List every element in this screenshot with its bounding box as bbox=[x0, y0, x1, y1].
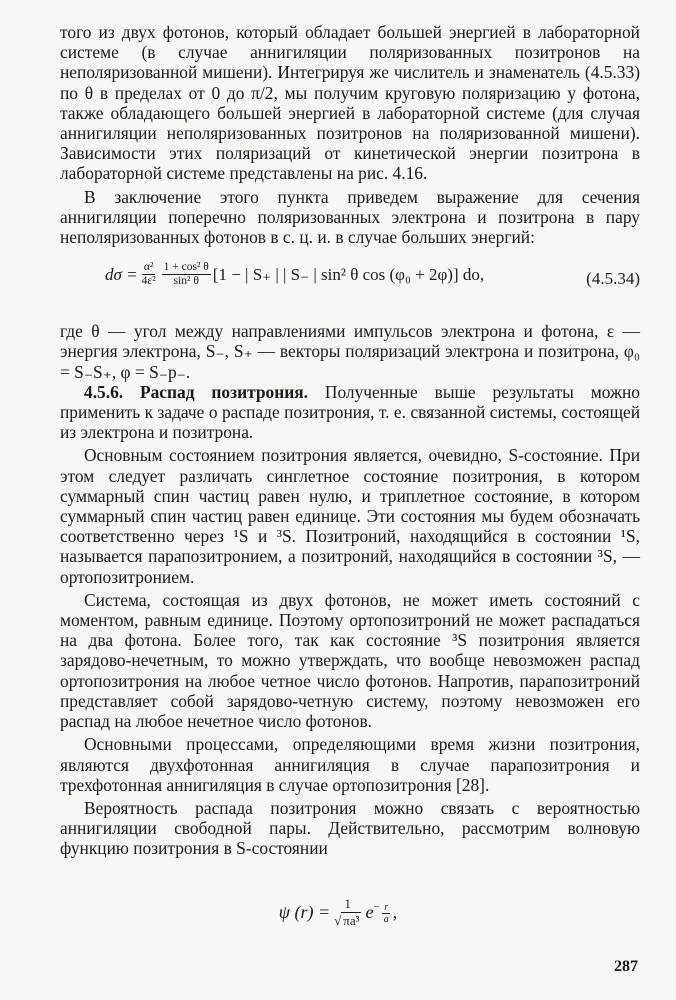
paragraph-4 bbox=[60, 382, 640, 443]
formula-lhs: dσ = bbox=[105, 264, 138, 284]
paragraph-2: В заключение этого пункта приведем выражение для сечения аннигиляции поперечно поляризованных электрона и позитрона в пару неполяризованных фотонов в с. ц. и. в случае больших энергий: bbox=[60, 186, 640, 248]
fraction-alpha-den: 4ε² bbox=[141, 275, 156, 288]
psi-fraction-den: √ πa³ bbox=[334, 913, 360, 928]
psi-lhs: ψ (r) = bbox=[278, 902, 331, 922]
equation-number: (4.5.34) bbox=[586, 269, 640, 289]
fraction-cos-den: sin² θ bbox=[173, 275, 199, 288]
formula-expression bbox=[105, 261, 484, 288]
paragraph-7: Основными процессами, определяющими время жизни позитрония, являются двухфотонная аннигиляция в случае парапозитрония и трехфотонная аннигиляция в случае ортопозитрония [28]. bbox=[60, 734, 640, 795]
formula-4-5-34 bbox=[60, 255, 640, 311]
fraction-cos bbox=[162, 261, 211, 288]
fraction-alpha bbox=[140, 261, 158, 288]
psi-fraction bbox=[332, 896, 363, 929]
psi-root: πa³ bbox=[343, 913, 360, 928]
psi-exponent: − $\frac{r}{a}$ bbox=[373, 900, 389, 925]
psi-tail: , bbox=[392, 902, 398, 922]
psi-exponent-frac bbox=[382, 902, 391, 925]
page-number: 287 bbox=[614, 958, 638, 975]
fraction-cos-num: 1 + cos² θ bbox=[163, 261, 209, 274]
section-heading: 4.5.6. Распад позитрония. bbox=[84, 381, 309, 402]
psi-exp-den: a bbox=[383, 913, 389, 925]
paragraph-6: Система, состоящая из двух фотонов, не может иметь состояний с моментом, равным единице. Поэтому ортопозитроний не может распадаться на два фотона. Более того, так как состояние ³S позитрония является зарядово-нечетным, то можно утверждать, что вообще невозможен распад ортопозитрония на любое четное число фотонов. Напротив, парапозитроний представляет собой зарядово-четную систему, поэтому невозможен его распад на любое нечетное число фотонов. bbox=[60, 589, 640, 732]
psi-fraction-num: 1 bbox=[344, 896, 352, 911]
fraction-alpha-num: α² bbox=[143, 261, 154, 274]
formula-wavefunction bbox=[0, 896, 676, 929]
paragraph-8: Вероятность распада позитрония можно связать с вероятностью аннигиляции свободной пары. Действительно, рассмотрим волновую функцию позитрония в S-состоянии bbox=[60, 797, 640, 859]
psi-exp-base: e bbox=[365, 902, 374, 922]
psi-exp-num: r bbox=[384, 901, 389, 913]
paragraph-4-text: Полученные выше результаты можно применить к задаче о распаде позитрония, т. е. связанной системы, состоящей из электрона и позитрона. bbox=[60, 381, 640, 443]
formula-body: [1 − | S₊ | | S₋ | sin² θ cos (φ₀ + 2φ)] do, bbox=[212, 264, 485, 284]
paragraph-3: где θ — угол между направлениями импульсов электрона и фотона, ε — энергия электрона, S₋, S₊ — векторы поляризаций электрона и позитрона, φ₀ = S₋S₊, φ = S₋p₋. bbox=[60, 321, 640, 382]
paragraph-5: Основным состоянием позитрония является, очевидно, S-состояние. При этом следует различать синглетное состояние позитрония, в котором суммарный спин частиц равен нулю, и триплетное состояние, в котором суммарный спин частиц равен единице. Эти состояния мы будем обозначать соответственно через ¹S и ³S. Позитроний, находящийся в состоянии ¹S, называется парапозитронием, а позитроний, находящийся в состоянии ³S, — ортопозитронием. bbox=[60, 445, 640, 587]
paragraph-1: того из двух фотонов, который обладает большей энергией в лабораторной системе (в случае аннигиляции поляризованных позитронов на неполяризованной мишени). Интегрируя же числитель и знаменатель (4.5.33) по θ в пределах от 0 до π/2, мы получим круговую поляризацию y фотона, также обладающего большей энергией в лабораторной системе (для случая аннигиляции неполяризованных позитронов на поляризованной мишени). Зависимости этих поляризаций от кинетической энергии позитрона в лабораторной системе представлены на рис. 4.16. bbox=[60, 22, 640, 184]
